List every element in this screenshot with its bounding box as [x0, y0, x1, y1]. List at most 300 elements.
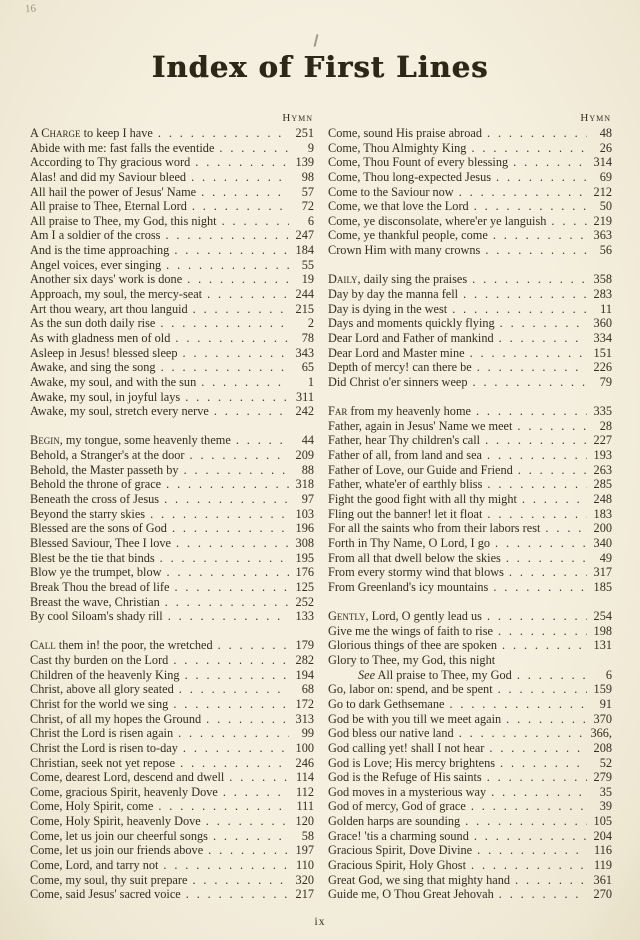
hymn-number: 282	[295, 653, 314, 668]
first-line-text: Come, sound His praise abroad	[328, 126, 483, 140]
dot-leader	[500, 756, 587, 771]
first-line-text: Come, ye thankful people, come	[328, 228, 488, 243]
dot-leader	[195, 155, 289, 170]
dot-leader	[213, 829, 289, 844]
first-line-text: God calling yet! shall I not hear	[328, 740, 485, 755]
hymn-number: 358	[593, 272, 612, 287]
dot-leader	[176, 536, 289, 551]
hymn-number: 79	[599, 374, 612, 389]
dot-leader	[498, 624, 587, 639]
first-line-text: And is the time approaching	[30, 243, 170, 258]
dot-leader	[178, 726, 289, 741]
index-entry	[30, 155, 314, 170]
index-entry	[328, 770, 612, 785]
hymn-number: 283	[593, 287, 612, 302]
hymn-number: 251	[295, 126, 314, 140]
index-entry	[30, 346, 314, 361]
dot-leader	[474, 829, 587, 844]
hymn-number: 57	[301, 184, 314, 199]
first-line-text: Depth of mercy! can there be	[328, 360, 472, 375]
left-column-entries	[30, 126, 314, 902]
hymn-number: 139	[295, 155, 314, 170]
first-line-text: Did Christ o'er sinners weep	[328, 374, 468, 389]
index-entry	[328, 507, 612, 522]
first-line-text: From all that dwell below the skies	[328, 550, 501, 565]
hymn-number: 112	[296, 784, 314, 799]
hymn-number: 279	[593, 770, 612, 785]
index-entry	[30, 287, 314, 302]
hymn-number: 226	[593, 360, 612, 375]
index-entry	[328, 697, 612, 712]
first-line-text: God be with you till we meet again	[328, 711, 502, 726]
hymn-number: 311	[296, 389, 314, 404]
dot-leader	[500, 316, 587, 331]
hymn-number: 19	[301, 272, 314, 287]
first-line-text: Father of Love, our Guide and Friend	[328, 462, 513, 477]
first-line-text: According to Thy gracious word	[30, 155, 191, 170]
dot-leader	[498, 682, 587, 697]
hymn-number: 185	[593, 579, 612, 594]
small-caps-lead: Gently,	[328, 609, 369, 624]
hymn-number: 247	[295, 228, 314, 243]
first-line-text: Blow ye the trumpet, blow	[30, 565, 162, 580]
hymn-number: 198	[593, 623, 612, 638]
stray-ink-mark	[313, 34, 318, 47]
dot-leader	[491, 785, 587, 800]
hymn-number: 318	[295, 477, 314, 492]
index-entry	[328, 214, 612, 229]
small-caps-lead: Begin,	[30, 433, 63, 448]
index-entry	[30, 726, 314, 741]
index-entry	[30, 785, 314, 800]
hymn-number: 151	[593, 345, 612, 360]
hymn-number: 69	[599, 169, 612, 184]
hymn-number: 363	[593, 228, 612, 243]
hymn-number: 208	[593, 740, 612, 755]
first-line-text: Break Thou the bread of life	[30, 579, 170, 594]
first-line-text: From Greenland's icy mountains	[328, 579, 489, 594]
hymn-number: 110	[296, 858, 314, 873]
index-entry	[328, 331, 612, 346]
index-entry	[328, 463, 612, 478]
dot-leader	[186, 887, 289, 902]
hymn-number: 197	[295, 843, 314, 858]
index-entry	[30, 375, 314, 390]
hymn-number: 183	[593, 506, 612, 521]
index-entry	[30, 170, 314, 185]
hymn-number: 116	[594, 843, 612, 858]
dot-leader	[206, 814, 289, 829]
hymn-number: 334	[593, 330, 612, 345]
first-line-text: All praise to Thee, Eternal Lord	[30, 199, 187, 214]
index-entry	[30, 668, 314, 683]
dot-leader	[158, 126, 289, 141]
page-title: Index of First Lines	[151, 50, 489, 84]
hymn-number: 335	[593, 404, 612, 419]
hymn-number: 176	[295, 565, 314, 580]
first-line-text: Come, gracious Spirit, heavenly Dove	[30, 784, 218, 799]
dot-leader	[506, 712, 587, 727]
hymn-number: 111	[296, 799, 314, 814]
first-line-text: Gracious Spirit, Holy Ghost	[328, 858, 466, 873]
hymn-number: 55	[301, 257, 314, 272]
index-entry	[30, 302, 314, 317]
hymn-number: 52	[599, 755, 612, 770]
first-line-text: Angel voices, ever singing	[30, 257, 162, 272]
dot-leader	[545, 521, 587, 536]
hymn-number: 28	[599, 418, 612, 433]
group-gap	[328, 390, 612, 405]
index-entry	[30, 331, 314, 346]
dot-leader	[509, 565, 587, 580]
index-entry	[328, 448, 612, 463]
first-line-text: Abide with me: fast falls the eventide	[30, 140, 215, 155]
first-line-text: Come, said Jesus' sacred voice	[30, 887, 181, 902]
dot-leader	[506, 551, 587, 566]
first-line-text: Come, let us join our friends above	[30, 843, 204, 858]
index-entry	[30, 814, 314, 829]
index-entry	[328, 141, 612, 156]
dot-leader	[477, 843, 587, 858]
first-line-text: Awake, my soul, and with the sun	[30, 374, 197, 389]
first-line-text: Beyond the starry skies	[30, 506, 146, 521]
first-line-text: Awake, my soul, in joyful lays	[30, 389, 181, 404]
index-entry	[30, 653, 314, 668]
first-line-text: Father, whate'er of earthly bliss	[328, 477, 483, 492]
index-entry	[328, 492, 612, 507]
first-line-text: Father, again in Jesus' Name we meet	[328, 418, 513, 433]
hymn-number: 114	[296, 770, 314, 785]
dot-leader	[487, 507, 587, 522]
first-line-text: Far from my heavenly home	[328, 404, 471, 419]
hymn-number: 39	[599, 799, 612, 814]
hymn-number: 317	[593, 565, 612, 580]
first-line-text: Christ the Lord is risen to-day	[30, 740, 178, 755]
index-entry	[30, 565, 314, 580]
first-line-text: For all the saints who from their labors rest	[328, 521, 541, 536]
first-line-text: Golden harps are sounding	[328, 814, 461, 829]
hymn-number: 270	[593, 887, 612, 902]
hymn-number: 100	[295, 740, 314, 755]
dot-leader	[166, 477, 289, 492]
dot-leader	[168, 609, 289, 624]
hymn-number: 285	[593, 477, 612, 492]
hymn-number: 26	[599, 140, 612, 155]
index-entry	[30, 580, 314, 595]
first-line-text: Day by day the manna fell	[328, 287, 459, 302]
index-entry	[328, 682, 612, 697]
dot-leader	[476, 404, 587, 419]
dot-leader	[487, 448, 587, 463]
hymn-number: 48	[599, 126, 612, 140]
first-line-text: God moves in a mysterious way	[328, 784, 487, 799]
first-line-text: Am I a soldier of the cross	[30, 228, 161, 243]
dot-leader	[487, 770, 587, 785]
dot-leader	[187, 272, 289, 287]
first-line-text: All hail the power of Jesus' Name	[30, 184, 197, 199]
hymn-number: 133	[295, 609, 314, 624]
first-line-text: Behold, the Master passeth by	[30, 462, 179, 477]
index-entry	[328, 843, 612, 858]
dot-leader	[172, 521, 289, 536]
index-entry	[30, 316, 314, 331]
dot-leader	[487, 477, 587, 492]
dot-leader	[472, 272, 587, 287]
index-entry	[30, 272, 314, 287]
index-entry	[328, 272, 612, 287]
index-entry	[30, 492, 314, 507]
index-entry	[30, 551, 314, 566]
group-gap	[30, 624, 314, 639]
hymn-number: 159	[593, 682, 612, 697]
first-line-text: Gently, Lord, O gently lead us	[328, 609, 482, 624]
dot-leader	[489, 741, 587, 756]
hymn-number: 263	[593, 462, 612, 477]
first-line-text: Christ, of all my hopes the Ground	[30, 711, 202, 726]
hymn-number: 35	[599, 784, 612, 799]
dot-leader	[183, 741, 289, 756]
small-caps-lead: Call	[30, 638, 56, 653]
index-entry	[30, 185, 314, 200]
dot-leader	[487, 126, 587, 141]
index-entry	[328, 712, 612, 727]
first-line-text: Glory to Thee, my God, this night	[328, 653, 496, 668]
dot-leader	[495, 536, 587, 551]
column-header-hymn: Hymn	[580, 112, 611, 124]
index-entry	[30, 126, 314, 141]
dot-leader	[222, 214, 289, 229]
first-line-text: Glorious things of thee are spoken	[328, 638, 498, 653]
index-entry	[328, 360, 612, 375]
index-entry	[328, 170, 612, 185]
index-entry	[30, 404, 314, 419]
index-entry	[328, 199, 612, 214]
dot-leader	[161, 360, 289, 375]
index-entry	[30, 477, 314, 492]
index-entry	[328, 887, 612, 902]
small-caps-lead: A Charge	[30, 126, 81, 140]
hymn-number: 9	[307, 140, 314, 155]
index-entry	[30, 141, 314, 156]
dot-leader	[164, 492, 289, 507]
index-entry	[328, 829, 612, 844]
first-line-text: Christian, seek not yet repose	[30, 755, 176, 770]
first-line-text: Days and moments quickly flying	[328, 316, 495, 331]
hymn-number: 88	[301, 462, 314, 477]
first-line-text: Asleep in Jesus! blessed sleep	[30, 345, 178, 360]
hymn-number: 99	[301, 726, 314, 741]
dot-leader	[493, 228, 587, 243]
index-entry	[30, 682, 314, 697]
hymn-number: 252	[295, 594, 314, 609]
first-line-text: God is Love; His mercy brightens	[328, 755, 496, 770]
hymn-number: 209	[295, 448, 314, 463]
index-entry	[328, 580, 612, 595]
first-line-text: Come, Holy Spirit, heavenly Dove	[30, 814, 201, 829]
dot-leader	[191, 170, 289, 185]
hymn-number: 6	[307, 213, 314, 228]
first-line-text: Day is dying in the west	[328, 301, 448, 316]
first-line-text: Christ for the world we sing	[30, 696, 169, 711]
index-entry	[30, 433, 314, 448]
hymn-number: 340	[593, 535, 612, 550]
first-line-text: Give me the wings of faith to rise	[328, 623, 493, 638]
first-line-text: Another six days' work is done	[30, 272, 183, 287]
dot-leader	[180, 756, 289, 771]
first-line-text: Come, let us join our cheerful songs	[30, 828, 208, 843]
index-entry	[328, 873, 612, 888]
dot-leader	[502, 638, 587, 653]
hymn-number: 314	[593, 155, 612, 170]
hymn-number: 320	[295, 872, 314, 887]
dot-leader	[192, 873, 289, 888]
index-entry	[328, 346, 612, 361]
first-line-text: God is the Refuge of His saints	[328, 770, 482, 785]
index-entry	[328, 814, 612, 829]
hymn-number: 131	[593, 638, 612, 653]
dot-leader	[179, 682, 289, 697]
dot-leader	[471, 799, 587, 814]
index-entry	[30, 228, 314, 243]
index-entry	[30, 873, 314, 888]
hymn-number: 204	[593, 828, 612, 843]
hymn-number: 50	[599, 199, 612, 214]
hymn-number: 370	[593, 711, 612, 726]
first-line-text: Christ, above all glory seated	[30, 682, 174, 697]
index-entry	[30, 258, 314, 273]
first-line-text: Great God, we sing that mighty hand	[328, 872, 511, 887]
first-line-text: Come, ye disconsolate, where'er ye languish	[328, 213, 547, 228]
index-entry	[328, 243, 612, 258]
index-entry	[30, 448, 314, 463]
hymn-number: 1	[307, 374, 314, 389]
index-entry	[30, 829, 314, 844]
first-line-text: From every stormy wind that blows	[328, 565, 504, 580]
hymn-number: 244	[295, 287, 314, 302]
index-entry	[30, 199, 314, 214]
dot-leader	[485, 433, 587, 448]
dot-leader	[158, 799, 289, 814]
dot-leader	[165, 595, 289, 610]
index-entry	[328, 609, 612, 624]
hymn-number: 58	[301, 828, 314, 843]
first-line-text: Approach, my soul, the mercy-seat	[30, 287, 203, 302]
dot-leader	[183, 346, 289, 361]
index-entry	[328, 126, 612, 141]
dot-leader	[165, 228, 289, 243]
group-gap	[328, 258, 612, 273]
hymn-number: 2	[307, 316, 314, 331]
hymn-number: 68	[301, 682, 314, 697]
index-entry	[328, 155, 612, 170]
index-entry	[30, 360, 314, 375]
index-entry	[30, 697, 314, 712]
dot-leader	[208, 843, 289, 858]
index-entry	[30, 756, 314, 771]
first-line-text: Daily, daily sing the praises	[328, 272, 468, 287]
dot-leader	[487, 609, 587, 624]
hymn-number: 215	[295, 301, 314, 316]
hymn-number: 91	[599, 696, 612, 711]
first-line-text: Come to the Saviour now	[328, 184, 454, 199]
dot-leader	[471, 858, 587, 873]
hymn-number: 217	[295, 887, 314, 902]
dot-leader	[173, 697, 289, 712]
first-line-text: Behold, a Stranger's at the door	[30, 448, 185, 463]
first-line-text: God bless our native land	[328, 726, 454, 741]
index-entry	[328, 404, 612, 419]
first-line-text: Art thou weary, art thou languid	[30, 301, 188, 316]
hymn-number: 200	[593, 521, 612, 536]
first-line-text: All praise to Thee, my God, this night	[30, 213, 217, 228]
first-line-text: As with gladness men of old	[30, 330, 171, 345]
first-line-text: Come, Thou Fount of every blessing	[328, 155, 509, 170]
small-caps-lead: Daily,	[328, 272, 361, 287]
first-line-text: As the sun doth daily rise	[30, 316, 156, 331]
hymn-number: 97	[301, 492, 314, 507]
left-column	[30, 110, 314, 902]
index-entry	[328, 433, 612, 448]
index-entry	[30, 507, 314, 522]
index-entry	[328, 668, 612, 683]
hymn-number: 248	[593, 492, 612, 507]
first-line-text: Come, Thou long-expected Jesus	[328, 169, 492, 184]
dot-leader	[160, 551, 289, 566]
first-line-text: Father of all, from land and sea	[328, 448, 482, 463]
first-line-text: By cool Siloam's shady rill	[30, 609, 163, 624]
hymn-number: 308	[295, 535, 314, 550]
dot-leader	[206, 712, 289, 727]
index-entry	[30, 799, 314, 814]
dot-leader	[163, 858, 289, 873]
hymn-number: 254	[593, 609, 612, 624]
index-entry	[328, 653, 612, 668]
dot-leader	[452, 302, 587, 317]
index-entry	[30, 214, 314, 229]
right-column	[328, 110, 612, 902]
index-entry	[328, 477, 612, 492]
dot-leader	[496, 170, 587, 185]
dot-leader	[459, 185, 587, 200]
hymn-number: 119	[594, 858, 612, 873]
first-line-text: Go, labor on: spend, and be spent	[328, 682, 493, 697]
dot-leader	[513, 155, 587, 170]
hymn-number: 56	[599, 243, 612, 258]
first-line-text: Crown Him with many crowns	[328, 243, 481, 258]
dot-leader	[477, 360, 587, 375]
first-line-text: Behold the throne of grace	[30, 477, 162, 492]
index-entry	[30, 858, 314, 873]
index-entry	[30, 712, 314, 727]
hymn-number: 360	[593, 316, 612, 331]
dot-leader	[174, 580, 289, 595]
dot-leader	[193, 302, 289, 317]
dot-leader	[201, 375, 289, 390]
dot-leader	[465, 814, 587, 829]
dot-leader	[471, 141, 587, 156]
hymn-number: 194	[295, 667, 314, 682]
hymn-number: 49	[599, 550, 612, 565]
first-line-text: Come, Lord, and tarry not	[30, 858, 159, 873]
page-number: ix	[314, 916, 326, 928]
index-entry	[30, 609, 314, 624]
hymn-number: 98	[301, 169, 314, 184]
index-entry	[328, 375, 612, 390]
see-reference-label: See	[358, 667, 376, 682]
hymn-number: 242	[295, 404, 314, 419]
first-line-text: Dear Lord and Father of mankind	[328, 330, 494, 345]
first-line-text: Blessed Saviour, Thee I love	[30, 535, 172, 550]
